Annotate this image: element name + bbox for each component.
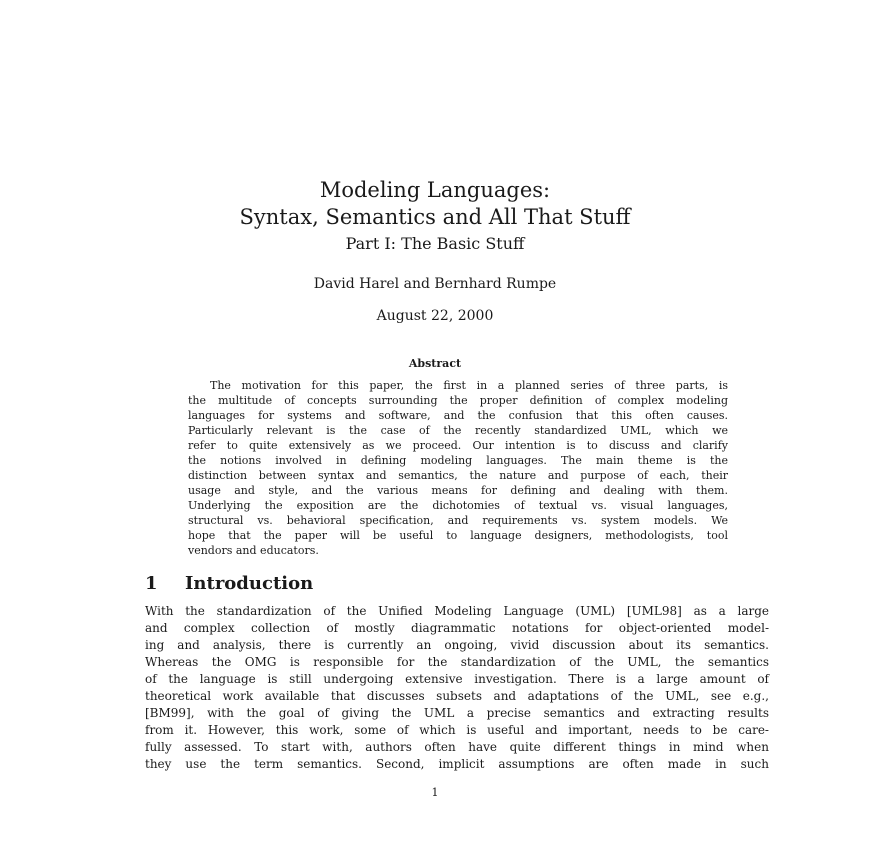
paper-title-line-2: Syntax, Semantics and All That Stuff: [239, 205, 631, 229]
abstract-line: hope that the paper will be useful to language designers, methodologists, tool: [188, 529, 728, 542]
paper-subtitle: Part I: The Basic Stuff: [345, 234, 525, 253]
body-line: fully assessed. To start with, authors often have quite different things in mind when: [145, 740, 769, 754]
abstract-line: the notions involved in defining modeling languages. The main theme is the: [188, 454, 728, 467]
abstract-line: The motivation for this paper, the first in a planned series of three parts, is: [210, 379, 728, 392]
body-line: theoretical work available that discusses subsets and adaptations of the UML, see e.g.,: [145, 689, 769, 703]
abstract-line: vendors and educators.: [188, 544, 319, 557]
body-line: [BM99], with the goal of giving the UML a precise semantics and extracting results: [145, 706, 769, 720]
body-line: they use the term semantics. Second, implicit assumptions are often made in such: [145, 757, 769, 771]
paper-authors: David Harel and Bernhard Rumpe: [313, 276, 557, 292]
body-line: from it. However, this work, some of which is useful and important, needs to be care-: [145, 723, 769, 737]
body-line: of the language is still undergoing extensive investigation. There is a large amount of: [145, 672, 769, 686]
abstract-line: usage and style, and the various means for defining and dealing with them.: [188, 484, 728, 497]
abstract-line: refer to quite extensively as we proceed. Our intention is to discuss and clarify: [188, 439, 728, 452]
abstract-line: Underlying the exposition are the dichotomies of textual vs. visual languages,: [188, 499, 728, 512]
body-line: ing and analysis, there is currently an ongoing, vivid discussion about its semantics.: [145, 638, 769, 652]
paper-title-line-1: Modeling Languages:: [319, 178, 551, 202]
abstract-line: languages for systems and software, and the confusion that this often causes.: [188, 409, 728, 422]
body-line: and complex collection of mostly diagrammatic notations for object-oriented model-: [145, 621, 769, 635]
body-line: Whereas the OMG is responsible for the standardization of the UML, the semantics: [145, 655, 769, 669]
page-number: 1: [431, 786, 439, 799]
abstract-line: the multitude of concepts surrounding the proper definition of complex modeling: [188, 394, 728, 407]
abstract-line: distinction between syntax and semantics, the nature and purpose of each, their: [188, 469, 728, 482]
section-title: Introduction: [185, 573, 314, 594]
abstract-heading: Abstract: [408, 357, 462, 370]
section-heading: [145, 573, 313, 594]
abstract-line: Particularly relevant is the case of the recently standardized UML, which we: [188, 424, 728, 437]
section-number: 1: [145, 573, 158, 594]
body-line: With the standardization of the Unified Modeling Language (UML) [UML98] as a large: [145, 604, 769, 618]
abstract-line: structural vs. behavioral specification, and requirements vs. system models. We: [188, 514, 728, 527]
paper-date: August 22, 2000: [376, 308, 494, 324]
